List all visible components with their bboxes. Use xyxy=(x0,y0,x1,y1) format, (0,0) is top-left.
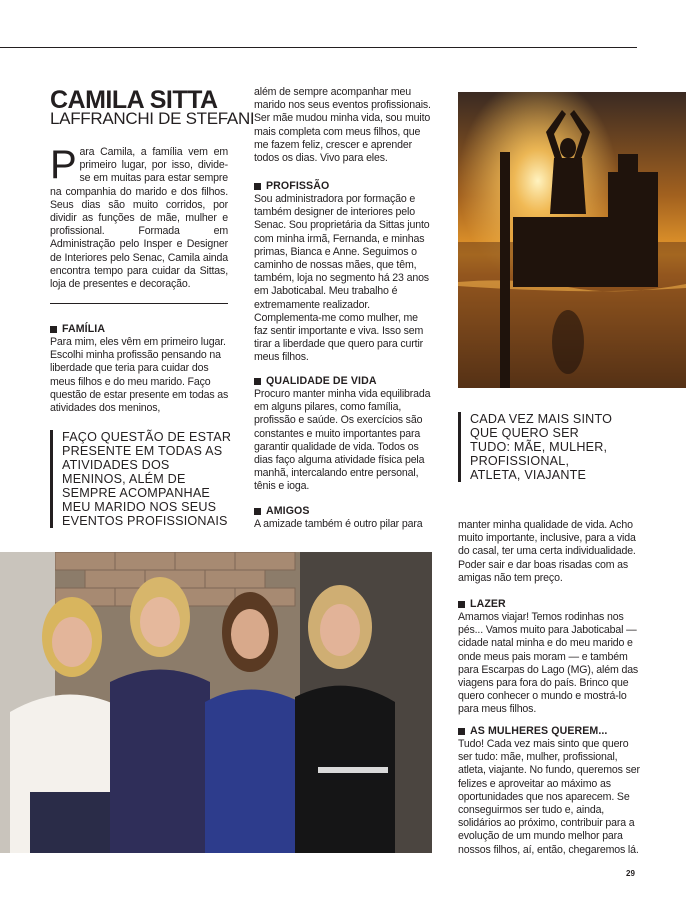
group-photo xyxy=(0,552,432,853)
section-heading: AMIGOS xyxy=(254,505,434,518)
four-women-image xyxy=(0,552,432,853)
section-rule xyxy=(50,303,228,304)
section-text: Amamos viajar! Temos rodinhas nos pés... Vamos muito para Jaboticabal — cidade natal minha e do meu marido e onde meus pais moram — e também para Escarpas do Lago (MG), além das viagens para fora do país. Brinco que quero conhecer o mundo e mostrá-lo para meus filhos. xyxy=(458,611,639,716)
page-number: 29 xyxy=(626,869,635,878)
section-familia xyxy=(50,323,230,415)
section-amigos xyxy=(254,505,434,531)
sunset-photo xyxy=(458,92,686,388)
square-bullet-icon xyxy=(254,183,261,190)
top-rule xyxy=(0,47,637,48)
square-bullet-icon xyxy=(50,326,57,333)
section-text: Sou administradora por formação e também designer de interiores pelo Senac. Sou proprietária da Sittas junto com minha irmã, Fernanda, e minhas primas, Bianca e Anne. Seguimos o caminho de nossas mães, que têm, também, loja no segmento há 23 anos em Jaboticabal. Meu trabalho é extremamente realizador. Complementa-me como mulher, me faz sentir importante e viva. Isso sem tirar a liberdade que quero para curtir meus filhos. xyxy=(254,193,430,364)
section-heading: LAZER xyxy=(458,598,643,611)
article-title: CAMILA SITTA xyxy=(50,86,218,114)
section-mulheres xyxy=(458,725,643,857)
familia-continuation: além de sempre acompanhar meu marido nos seus eventos profissionais. Ser mãe mudou minha vida, sou muito mais completa com meus filhos, que me fazem feliz, crescer e aprender todos os dias. Vivo para eles. xyxy=(254,86,431,165)
amigos-continuation: manter minha qualidade de vida. Acho muito importante, inclusive, para a vida do casal, ter uma certa individualidade. Poder sair e dar boas risadas com as amigas não tem preço. xyxy=(458,519,636,584)
drop-cap: P xyxy=(50,143,77,187)
section-heading: QUALIDADE DE VIDA xyxy=(254,375,434,388)
square-bullet-icon xyxy=(254,378,261,385)
section-qualidade xyxy=(254,375,434,494)
section-profissao xyxy=(254,180,434,365)
article-subtitle: LAFFRANCHI DE STEFANI xyxy=(50,109,255,128)
square-bullet-icon xyxy=(458,728,465,735)
section-text: Para mim, eles vêm em primeiro lugar. Escolhi minha profissão pensando na liberdade que teria para cuidar dos meus filhos e do meu marido. Faço questão de estar presente em todas as atividades dos meninos, xyxy=(50,336,229,415)
section-heading: PROFISSÃO xyxy=(254,180,434,193)
section-text: Tudo! Cada vez mais sinto que quero ser tudo: mãe, mulher, profissional, atleta, viajante. No fundo, queremos ser felizes e aproveitar ao máximo as oportunidades que nos aparecem. Se conseguirmos ser tudo e, ainda, solidários ao próximo, contribuir para a evolução de um mundo melhor para nossos filhos, aí, então, chegaremos lá. xyxy=(458,738,640,856)
section-text: Procuro manter minha vida equilibrada em alguns pilares, como família, profissão e saúde. Os exercícios são constantes e muito importantes para garantir qualidade de vida. Todos os dias faço alguma atividade física pela manhã, intercalando entre personal, tênis e ioga. xyxy=(254,388,431,493)
yoga-silhouette-image xyxy=(458,92,686,388)
section-heading: FAMÍLIA xyxy=(50,323,230,336)
section-lazer xyxy=(458,598,643,717)
intro-paragraph xyxy=(50,143,228,291)
intro-text: ara Camila, a família vem em primeiro lugar, por isso, divide-se em muitas para estar sempre na companhia do marido e dos filhos. Seus dias são muito corridos, por dividir as funções de mãe, mulher e profissional. Formada em Administração pelo Insper e Designer de Interiores pelo Senac, Camila ainda encontra tempo para cuidar da Sittas, loja de presentes e decoração. xyxy=(50,146,228,291)
square-bullet-icon xyxy=(254,508,261,515)
section-text: A amizade também é outro pilar para xyxy=(254,518,423,530)
square-bullet-icon xyxy=(458,601,465,608)
pull-quote-left: FAÇO QUESTÃO DE ESTAR PRESENTE EM TODAS AS ATIVIDADES DOS MENINOS, ALÉM DE SEMPRE ACOMPANHAE MEU MARIDO NOS SEUS EVENTOS PROFISSIONAIS xyxy=(50,430,232,528)
pull-quote-right: CADA VEZ MAIS SINTO QUE QUERO SER TUDO: MÃE, MULHER, PROFISSIONAL, ATLETA, VIAJANTE xyxy=(458,412,620,482)
section-heading: AS MULHERES QUEREM... xyxy=(458,725,643,738)
